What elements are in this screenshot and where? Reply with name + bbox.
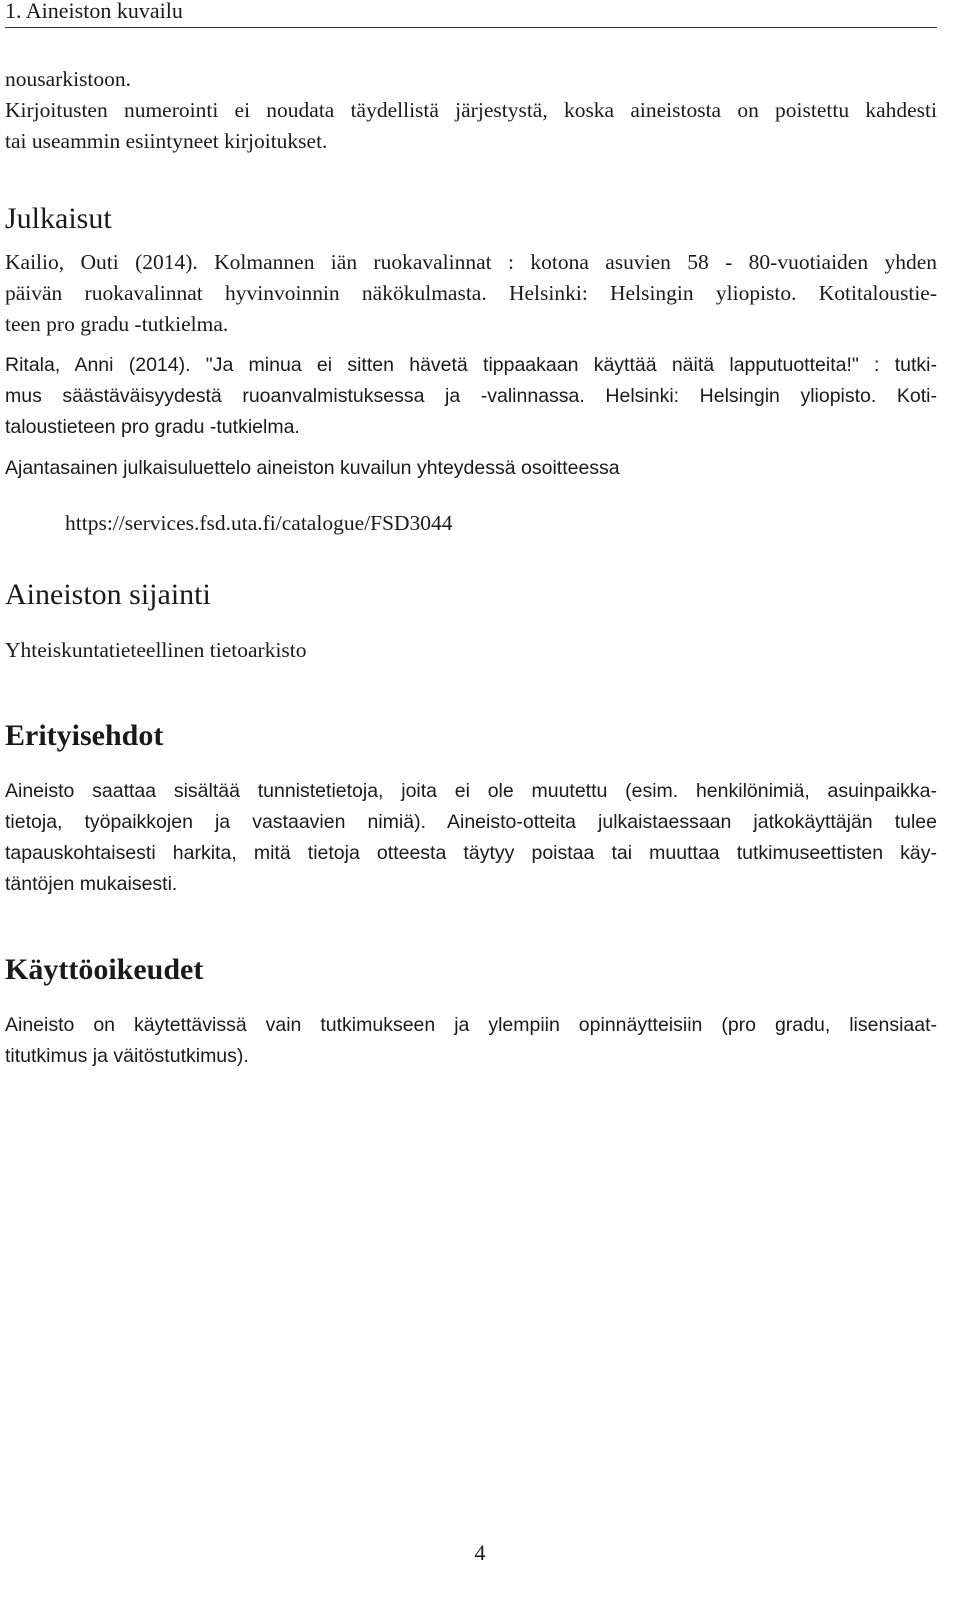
intro-line: tai useammin esiintyneet kirjoitukset. — [5, 129, 328, 153]
intro-line: nousarkistoon. — [5, 67, 132, 91]
publication-listing-text: Ajantasainen julkaisuluettelo aineiston kuvailun yhteydessä osoitteessa — [5, 457, 620, 479]
reference-kailio — [5, 247, 937, 340]
intro-line: Kirjoitusten numerointi ei noudata täydellistä järjestystä, koska aineistosta on poistettu kahdesti — [5, 98, 937, 122]
location-text: Yhteiskuntatieteellinen tietoarkisto — [5, 638, 307, 662]
reference-line: taloustieteen pro gradu -tutkielma. — [5, 416, 300, 438]
paragraph-line: titutkimus ja väitöstutkimus). — [5, 1045, 249, 1067]
intro-paragraph — [5, 64, 937, 157]
paragraph-line: tapauskohtaisesti harkita, mitä tietoja otteesta täytyy poistaa tai muuttaa tutkimuseettisten käy- — [5, 842, 937, 864]
reference-line: mus säästäväisyydestä ruoanvalmistuksessa ja -valinnassa. Helsinki: Helsingin yliopisto. Koti- — [5, 385, 937, 407]
reference-line: Ritala, Anni (2014). "Ja minua ei sitten hävetä tippaakaan käyttää näitä lapputuotteita!" : tutki- — [5, 354, 937, 376]
catalogue-url-link[interactable]: https://services.fsd.uta.fi/catalogue/FSD3044 — [65, 511, 453, 535]
paragraph-line: Aineisto on käytettävissä vain tutkimukseen ja ylempiin opinnäytteisiin (pro gradu, lisensiaat- — [5, 1014, 937, 1036]
section-heading-publications: Julkaisut — [5, 202, 112, 235]
paragraph-line: tietoja, työpaikkojen ja vastaavien nimiä). Aineisto-otteita julkaistaessaan jatkokäyttäjän tulee — [5, 811, 937, 833]
reference-ritala — [5, 350, 937, 443]
reference-line: teen pro gradu -tutkielma. — [5, 312, 229, 336]
paragraph-line: Aineisto saattaa sisältää tunnistetietoja, joita ei ole muutettu (esim. henkilönimiä, asuinpaikka- — [5, 780, 937, 802]
page-number: 4 — [474, 1540, 486, 1565]
paragraph-line: täntöjen mukaisesti. — [5, 873, 178, 895]
special-conditions-paragraph — [5, 776, 937, 900]
page-content — [5, 64, 937, 1072]
section-heading-special-conditions: Erityisehdot — [5, 719, 164, 752]
section-heading-usage-rights: Käyttöoikeudet — [5, 953, 204, 986]
reference-line: Kailio, Outi (2014). Kolmannen iän ruokavalinnat : kotona asuvien 58 - 80-vuotiaiden yhden — [5, 250, 937, 274]
running-header: 1. Aineiston kuvailu — [5, 0, 183, 23]
section-heading-location: Aineiston sijainti — [5, 578, 211, 611]
usage-rights-paragraph — [5, 1010, 937, 1072]
header-rule — [5, 27, 937, 28]
reference-line: päivän ruokavalinnat hyvinvoinnin näkökulmasta. Helsinki: Helsingin yliopisto. Kotitaloustie- — [5, 281, 937, 305]
